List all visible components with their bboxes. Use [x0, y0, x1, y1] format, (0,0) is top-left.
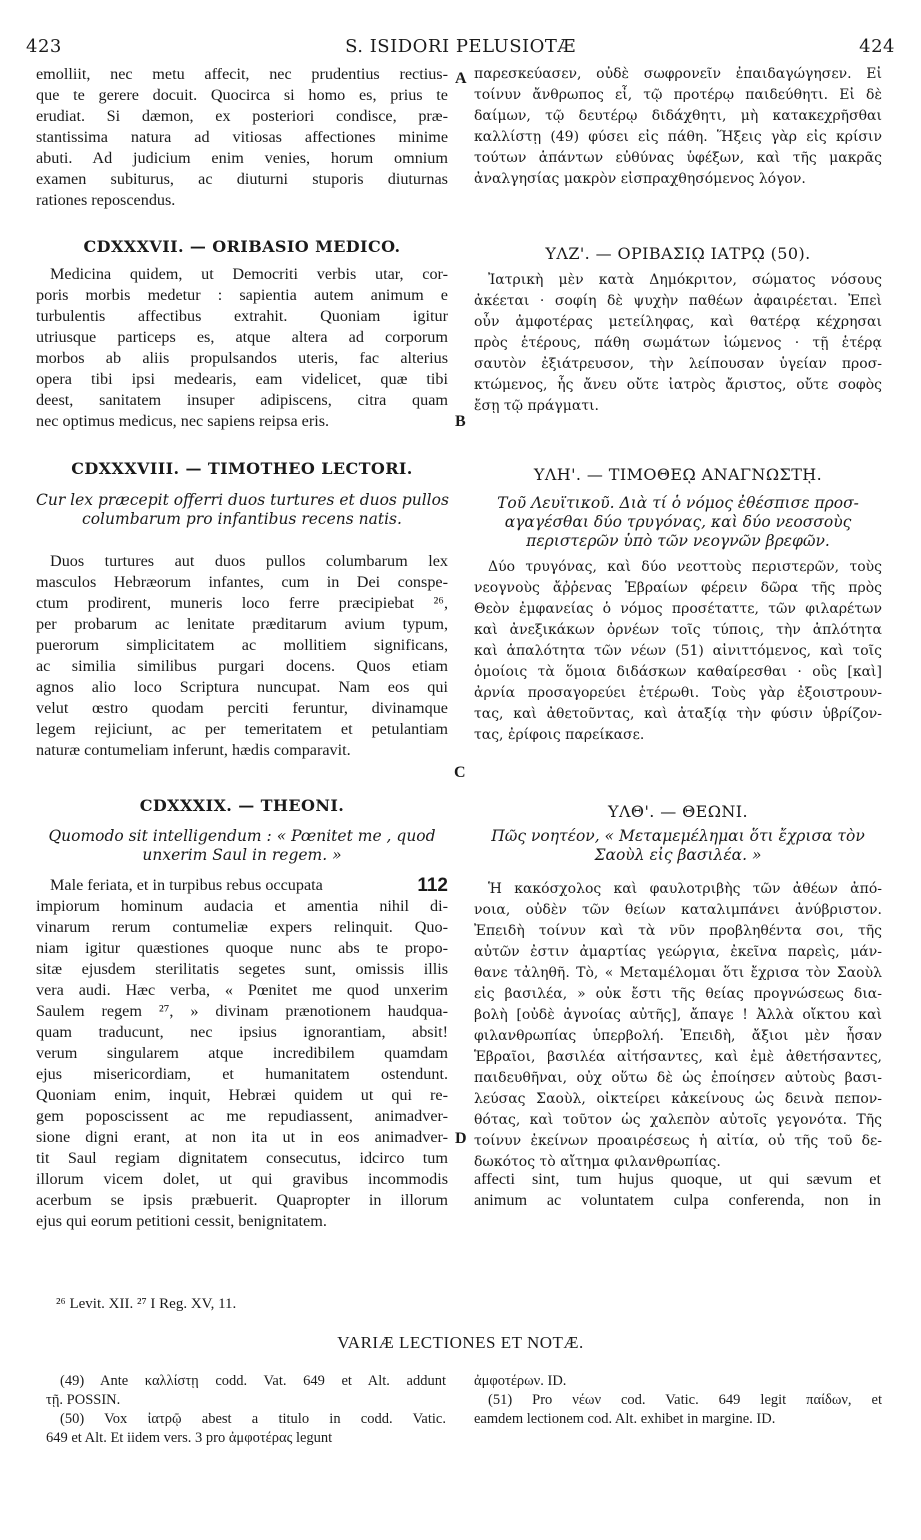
text-line: vinarum rerum contumeliæ expers relinquit. Quo-	[36, 918, 448, 936]
latin-column	[36, 64, 448, 211]
latin-letter-438	[36, 551, 448, 761]
text-line: abuti. Ad judicium enim venies, horum omnium	[36, 149, 448, 167]
note-line: 649 et Alt. Et iidem vers. 3 pro ἀμφοτέρας legunt	[46, 1430, 333, 1446]
first-line-text: Male feriata, et in turpibus rebus occupata	[50, 876, 323, 894]
text-line: θότας, καὶ τοῦτον ὡς χαλεπὸν αὐτοῖς γεγονότα. Τῆς	[474, 1112, 882, 1128]
text-line: νεογνοὺς ἄῤῥενας Ἑβραίων φέρειν δῶρα τῆς πρὸς	[474, 580, 882, 596]
line-right-part: affecti sint, tum hujus quoque, ut qui sævum et	[474, 1170, 881, 1188]
title-line: Πῶς νοητέον, « Μεταμεμέλημαι ὅτι ἔχρισα τὸν	[491, 827, 865, 845]
text-line: καλλίστῃ (49) φύσει εἰς πάθη. Ἥξεις γὰρ εἰς κρίσιν	[474, 129, 882, 145]
text-line: φιλανθρωπίας ὑπερβολή. Ἐπειδὴ, ἄξιοι μὲν ἦσαν	[474, 1028, 882, 1044]
text-line: ejus qui eorum petitioni cessit, benignitatem.	[36, 1212, 327, 1230]
text-line: poris morbis medetur : sapientia autem animum e	[36, 286, 448, 304]
text-line: Quoniam enim, inquit, Hebræi quidem ut qui re-	[36, 1086, 448, 1104]
title-line: αγαγέσθαι δύο τρυγόνας, καὶ δύο νεοσσοὺς	[504, 513, 852, 531]
text-line: erudiat. Si dæmon, ex posteriori condisce, præ-	[36, 107, 448, 125]
text-line: opera tibi ipsi medearis, eam videlicet, quæ tibi	[36, 370, 448, 388]
text-line: ἀκέεται · σοφίη δὲ ψυχὴν παθέων ἀφαιρέεται. Ἐπεὶ	[474, 293, 882, 309]
text-line: πρὸς ἑτέρους, πάθη σωμάτων ἰώμενος · τῇ ἑτέρᾳ	[474, 335, 882, 351]
notes-left-column	[46, 1372, 446, 1448]
text-line: παιδευθῆναι, οὐχ οὕτω δὲ ὡς ἐποίησεν αὐτοὺς βασι-	[474, 1070, 882, 1086]
line-left-part: acerbum se ipsis præbuerit. Quapropter in illorum	[36, 1191, 448, 1209]
text-line: βολὴ [οὐδὲ ἀγνοίας αὐτῆς], ἄπαγε ! Ἀλλὰ οἴκτου καὶ	[474, 1007, 882, 1023]
text-line: naturæ contumeliam inferunt, hædis comparavit.	[36, 741, 351, 759]
text-line: legem rejiciunt, ac per temeritatem et petulantiam	[36, 720, 448, 738]
text-line: vera audi. Hæc verba, « Pœnitet me quod unxerim	[36, 981, 448, 999]
text-line: rationes reposcendus.	[36, 191, 176, 209]
greek-heading-438: ΥΛΗ'. — ΤΙΜΟΘΕῼ ΑΝΑΓΝΩΣΤῌ.	[533, 465, 823, 484]
text-line: τούτων ἁπάντων εὐθύνας ὑφέξων, καὶ τῆς μακρᾶς	[474, 150, 882, 166]
latin-title-439	[36, 827, 448, 865]
line-right-part: animum ac voluntatem culpa conferenda, non in	[474, 1191, 881, 1209]
text-line: νοια, οὐδὲν τῶν θείων καταλιμπάνει ἀνύβριστον.	[474, 902, 882, 918]
text-line: verum singularem atque incredibilem quamdam	[36, 1044, 448, 1062]
text-line: ac similia similibus purgari docens. Quos etiam	[36, 657, 448, 675]
text-line: αὐτῶν ἐστιν ἀμαρτίας γεώργια, ἐκεῖνα παρεὶς, μάν-	[474, 944, 882, 960]
title-line: περιστερῶν ὑπὸ τῶν νεογνῶν βρεφῶν.	[526, 532, 830, 550]
text-line: puerorum simplicitatem ac mollitiem significans,	[36, 636, 448, 654]
greek-heading-437: ΥΛΖ'. — ΟΡΙΒΑΣΙῼ ΙΑΤΡῼ (50).	[545, 244, 811, 263]
text-line: δαίμων, τῷ δευτέρῳ διδάχθητι, μὴ κατακεχρῆσθαι	[474, 108, 882, 124]
greek-heading-439: ΥΛΘ'. — ΘΕΩΝΙ.	[608, 802, 748, 821]
text-line: velut œstro quodam perciti feruntur, divinamque	[36, 699, 448, 717]
latin-heading-439: CDXXXIX. — THEONI.	[139, 796, 345, 815]
latin-letter-439	[36, 875, 448, 1169]
text-line: sione digni erant, at non ita ut in eos animadver-	[36, 1128, 448, 1146]
text-line: impiorum hominum audacia et amentia nihil di-	[36, 897, 448, 915]
title-line: unxerim Saul in regem. »	[142, 846, 342, 864]
text-line: utriusque particeps es, atque altera ad corporum	[36, 328, 448, 346]
greek-letter-438	[474, 557, 882, 746]
text-line: agnos alio loco Scriptura nuncupat. Nam eos qui	[36, 678, 448, 696]
text-line: Ἑβραῖοι, βασιλέα αἰτήσαντες, καὶ ἐμὲ ἀθετήσαντες,	[474, 1049, 882, 1065]
text-line: ἀρνία προσαγορεύει ἑτέρωθι. Τοὺς γὰρ ἐξοιστρουν-	[474, 685, 882, 701]
note-line: τῇ. POSSIN.	[46, 1392, 121, 1408]
page-header	[26, 36, 895, 60]
text-line: sitæ ejusdem sterilitatis segetes sunt, omissis illis	[36, 960, 448, 978]
greek-title-438	[474, 494, 882, 551]
text-line: κτώμενος, ἧς ἄνευ οὔτε ἰατρὸς ἄριστος, οὔτε σοφὸς	[474, 377, 882, 393]
note-line: (51) Pro νέων cod. Vatic. 649 legit παίδων, et	[488, 1392, 882, 1408]
note-line: (50) Vox ἰατρῷ abest a titulo in codd. Vatic.	[60, 1411, 446, 1427]
text-line: que te gerere docuit. Quocirca si homo es, prius te	[36, 86, 448, 104]
notes-title: VARIÆ LECTIONES ET NOTÆ.	[337, 1333, 584, 1352]
text-line: quam traducunt, nec ipsius ignorantiam, absit!	[36, 1023, 448, 1041]
title-line: Σαοὺλ εἰς βασιλέα. »	[594, 846, 762, 864]
notes-right-column	[474, 1372, 882, 1429]
text-line: deest, sanitatem insuper adipiscens, citra quam	[36, 391, 448, 409]
latin-letter-437	[36, 264, 448, 432]
text-line: δωκότος τὸ αἴτημα φιλανθρωπίας.	[474, 1154, 721, 1170]
text-line: λεύσας Σαοὺλ, οἰκτείρει κἀκείνους ὡς δεινὰ πεπον-	[474, 1091, 882, 1107]
text-line: καὶ ἁπαλότητα τῶν νέων (51) αἰνιττόμενος, καὶ τοῖς	[474, 643, 882, 659]
text-line: Medicina quidem, ut Democriti verbis utar, cor-	[50, 265, 448, 283]
title-line: columbarum pro infantibus recens natis.	[82, 510, 402, 528]
margin-marker-a: A	[455, 70, 467, 87]
text-line: ἔσῃ τῷ πράγματι.	[474, 398, 600, 414]
running-title: S. ISIDORI PELUSIOTÆ	[345, 36, 576, 57]
greek-letter-436-end	[474, 64, 882, 190]
latin-letter-436-end	[36, 64, 448, 211]
text-line: ὁμοίοις τὰ ὅμοια διδάσκων καθαίρεσθαι · οὓς [καὶ]	[474, 664, 882, 680]
title-line: Τοῦ Λευϊτικοῦ. Διὰ τί ὁ νόμος ἐθέσπισε προσ-	[497, 494, 859, 512]
text-line: tit Saul regiam dignitatem consecutus, idcirco tum	[36, 1149, 448, 1167]
text-line: Ἰατρικὴ μὲν κατὰ Δημόκριτον, σώματος νόσους	[488, 272, 882, 288]
text-line: morbos ab aliis propulsandos uteris, fac alterius	[36, 349, 448, 367]
text-line: Saulem regem ²⁷, » divinam prænotionem haudqua-	[36, 1002, 448, 1020]
text-line: Duos turtures aut duos pullos columbarum lex	[50, 552, 448, 570]
text-line: masculos Hebræorum infantes, cum in Dei conspe-	[36, 573, 448, 591]
text-line: τοίνυν ἐκείνων προαιρέσεως ἡ αἰτία, οὐ τῆς τοῦ δε-	[474, 1133, 882, 1149]
greek-letter-437	[474, 270, 882, 417]
text-line: ejus misericordiam, et humanitatem ostendunt.	[36, 1065, 448, 1083]
text-line: Δύο τρυγόνας, καὶ δύο νεοττοὺς περιστερῶν, τοὺς	[488, 559, 882, 575]
note-line: ἀμφοτέρων. ID.	[474, 1373, 567, 1389]
text-line: οὖν ἀμφοτέρας μετείληφας, καὶ θατέρᾳ κέχρησαι	[474, 314, 882, 330]
margin-marker-b: B	[455, 413, 466, 430]
text-line: σαυτὸν ἐξιάτρευσον, τὴν λείπουσαν ὑγείαν προσ-	[474, 356, 882, 372]
text-line: Θεὸν ἐμφανείας ὁ νόμος προσέταττε, τῶν φιλαρέτων	[474, 601, 882, 617]
page-number-right: 424	[859, 36, 895, 57]
text-line: ἀναλγησίας μακρὸν εἰσπραχθησόμενος λόγον.	[474, 171, 806, 187]
text-line: εἰς βασιλέα, » οὐκ ἔστι τῆς θείας προγνώσεως δια-	[474, 986, 882, 1002]
greek-title-439	[474, 827, 882, 865]
text-line: τοίνυν ἄνθρωπος εἶ, τῷ προτέρῳ παιδεύθητι. Εἰ δὲ	[474, 87, 882, 103]
margin-marker-d: D	[455, 1130, 467, 1147]
note-line: eamdem lectionem cod. Alt. exhibet in margine. ID.	[474, 1411, 776, 1427]
text-line: θανε τἀληθῆ. Τὸ, « Μεταμέλομαι ὅτι ἔχρισα τὸν Σαοὺλ	[474, 965, 882, 981]
text-line	[36, 875, 448, 896]
text-line: stantissima natura ad vitiosas affectiones minime	[36, 128, 448, 146]
greek-letter-439	[474, 879, 882, 1173]
text-line: τας, ἐρίφοις παρείκασε.	[474, 727, 645, 743]
latin-title-438	[36, 491, 448, 529]
text-line: gem poposcissent ac me repudiassent, animadver-	[36, 1107, 448, 1125]
text-line: Ἐπειδὴ τοίνυν καὶ τὰ νῦν προβληθέντα σοι, τῆς	[474, 923, 882, 939]
latin-heading-437: CDXXXVII. — ORIBASIO MEDICO.	[83, 237, 401, 256]
column-number-badge: 112	[417, 875, 448, 896]
line-left-part: illorum vicem dolet, ut qui gravibus incommodis	[36, 1170, 448, 1188]
text-line: καὶ ἀνεξικάκων ὀρνέων τοῖς τύποις, τὴν ἁπλότητα	[474, 622, 882, 638]
text-line: παρεσκεύασεν, οὐδὲ σωφρονεῖν ἐπαιδαγώγησεν. Εἰ	[474, 66, 882, 82]
text-line: emolliit, nec metu affecit, nec prudentius rectius-	[36, 65, 448, 83]
text-line: τας, καὶ ἀθετοῦντας, καὶ ἀταξίᾳ τὴν φύσιν ὑβρίζον-	[474, 706, 882, 722]
text-line: Ἡ κακόσχολος καὶ φαυλοτριβὴς τῶν ἀθέων ἀπό-	[488, 881, 882, 897]
title-line: Cur lex præcepit offerri duos turtures et duos pullos	[36, 491, 449, 509]
scripture-footnotes: ²⁶ Levit. XII. ²⁷ I Reg. XV, 11.	[56, 1296, 237, 1312]
note-line: (49) Ante καλλίστῃ codd. Vat. 649 et Alt. addunt	[60, 1373, 446, 1389]
latin-heading-438: CDXXXVIII. — TIMOTHEO LECTORI.	[71, 459, 413, 478]
text-line: per probarum ac lenitate præditarum avium typum,	[36, 615, 448, 633]
text-line: niam igitur quæstiones quoque nunc abs te propo-	[36, 939, 448, 957]
margin-marker-c: C	[454, 764, 466, 781]
text-line: ctum prodirent, muneris loco ferre præcipiebat ²⁶,	[36, 594, 448, 612]
text-line: examen subiturus, ac diuturni stuporis diuturnas	[36, 170, 448, 188]
text-line: nec optimus medicus, nec sapiens reipsa eris.	[36, 412, 330, 430]
text-line: turbulentis affectibus extrahit. Quoniam igitur	[36, 307, 448, 325]
page-number-left: 423	[26, 36, 62, 57]
latin-letter-439-end	[36, 1211, 448, 1232]
title-line: Quomodo sit intelligendum : « Pœnitet me , quod	[48, 827, 436, 845]
